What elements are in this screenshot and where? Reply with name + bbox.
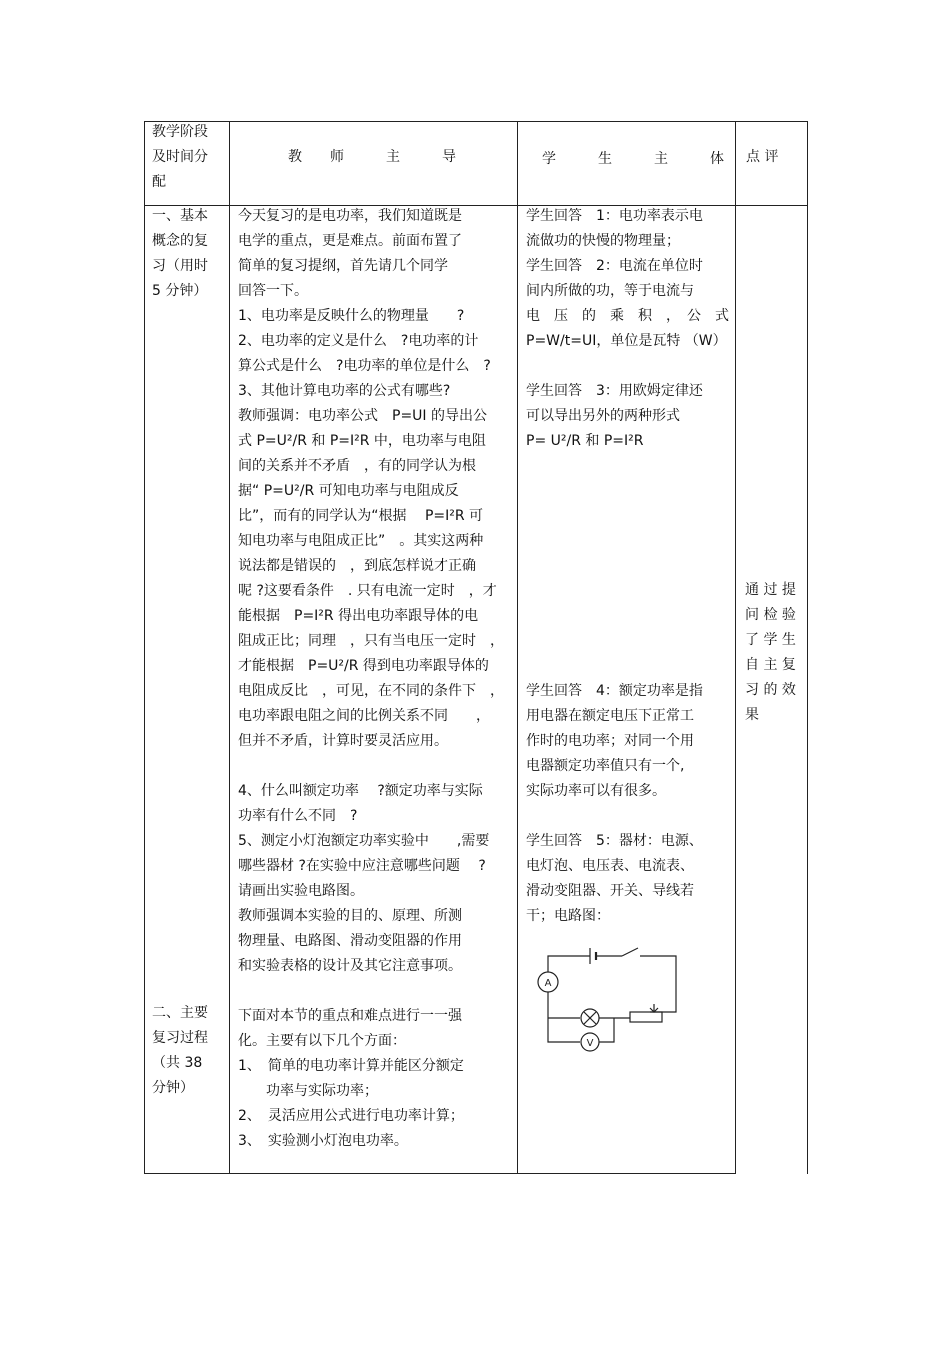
teacher-line: 电学的重点，更是难点。前面布置了 [238, 233, 462, 249]
teacher-line: 2、电功率的定义是什么 ?电功率的计 [238, 333, 479, 349]
wire-voltmeter-right [599, 1018, 614, 1042]
teacher-cell [238, 204, 504, 1154]
teacher-line: 和实验表格的设计及其它注意事项。 [238, 958, 462, 974]
teacher-line: 1、 简单的电功率计算并能区分额定 [238, 1058, 464, 1074]
stage-1-line: 5 分钟） [152, 283, 208, 299]
teacher-line: 4、什么叫额定功率 ?额定功率与实际 [238, 783, 483, 799]
wire-left [548, 992, 580, 1042]
comment-line: 自 主 复 [745, 657, 796, 673]
teacher-line: 3、 实验测小灯泡电功率。 [238, 1133, 408, 1149]
switch-blade-icon [622, 948, 638, 956]
voltmeter-label: V [586, 1038, 594, 1049]
student-line: 学生回答 5：器材：电源、 [526, 833, 703, 849]
comment-cell [745, 578, 796, 728]
comment-line: 问 检 验 [745, 607, 796, 623]
col-border-3 [735, 121, 736, 1174]
student-line: 作时的电功率；对同一个用 [526, 733, 694, 749]
student-line: 学生回答 1：电功率表示电 [526, 208, 703, 224]
student-line: 电 压 的 乘 积 ， 公 式 [526, 308, 729, 324]
student-line: 学生回答 2：电流在单位时 [526, 258, 703, 274]
student-line: 流做功的快慢的物理量； [526, 233, 680, 249]
header-stage-line: 及时间分 [152, 149, 208, 165]
comment-line: 了 学 生 [745, 632, 796, 648]
teacher-line: 能根据 P=I²R 得出电功率跟导体的电 [238, 608, 479, 624]
student-line: 学生回答 4：额定功率是指 [526, 683, 703, 699]
wire-top-left [548, 956, 590, 972]
teacher-line: 功率与实际功率； [266, 1083, 378, 1099]
stage-2-line: （共 38 [152, 1055, 203, 1071]
student-line: P= U²/R 和 P=I²R [526, 433, 644, 449]
teacher-line: 呢 ?这要看条件 . 只有电流一定时 ，才 [238, 583, 497, 599]
student-line: P=W/t=UI，单位是瓦特 （W） [526, 333, 727, 349]
teacher-line: 式 P=U²/R 和 P=I²R 中，电功率与电阻 [238, 433, 486, 449]
teacher-line: 才能根据 P=U²/R 得到电功率跟导体的 [238, 658, 489, 674]
teacher-line: 回答一下。 [238, 283, 308, 299]
circuit-diagram [532, 938, 682, 1058]
teacher-line: 1、电功率是反映什么的物理量 ? [238, 308, 465, 324]
student-cell [526, 204, 729, 929]
header-comment: 点 评 [746, 149, 779, 165]
stage-2-cell [152, 1001, 208, 1101]
comment-line: 习 的 效 [745, 682, 796, 698]
stage-1-line: 概念的复 [152, 233, 208, 249]
teacher-line: 电功率跟电阻之间的比例关系不同 ， [238, 708, 490, 724]
comment-line: 通 过 提 [745, 582, 796, 598]
teacher-line: 教师强调：电功率公式 P=UI 的导出公 [238, 408, 487, 424]
table-top-border [144, 121, 808, 122]
teacher-line: 据“ P=U²/R 可知电功率与电阻成反 [238, 483, 459, 499]
teacher-line: 请画出实验电路图。 [238, 883, 364, 899]
teacher-line: 3、其他计算电功率的公式有哪些? [238, 383, 451, 399]
stage-1-cell [152, 204, 208, 304]
comment-line: 果 [745, 707, 759, 723]
header-student: 学 生 主 体 [542, 151, 724, 167]
col-border-1 [229, 121, 230, 1174]
stage-2-line: 二、主要 [152, 1005, 208, 1021]
teacher-line: 说法都是错误的 ，到底怎样说才正确 [238, 558, 476, 574]
student-line: 可以导出另外的两种形式 [526, 408, 680, 424]
student-line: 滑动变阻器、开关、导线若 [526, 883, 694, 899]
header-stage-line: 教学阶段 [152, 124, 208, 140]
teacher-line: 功率有什么不同 ? [238, 808, 358, 824]
teacher-line: 哪些器材 ?在实验中应注意哪些问题 ? [238, 858, 486, 874]
student-line: 间内所做的功，等于电流与 [526, 283, 694, 299]
rheostat-icon [630, 1012, 662, 1022]
teacher-line: 5、测定小灯泡额定功率实验中 ,需要 [238, 833, 490, 849]
student-line: 学生回答 3：用欧姆定律还 [526, 383, 703, 399]
teacher-line: 2、 灵活应用公式进行电功率计算； [238, 1108, 464, 1124]
teacher-line: 下面对本节的重点和难点进行一一强 [238, 1008, 462, 1024]
table-bottom-border [144, 1173, 736, 1174]
header-teacher: 教 师 主 导 [288, 149, 456, 165]
teacher-line: 间的关系并不矛盾 ，有的同学认为根 [238, 458, 476, 474]
teacher-line: 比”，而有的同学认为“根据 P=I²R 可 [238, 508, 484, 524]
student-line: 电灯泡、电压表、电流表、 [526, 858, 694, 874]
teacher-line: 算公式是什么 ?电功率的单位是什么 ? [238, 358, 491, 374]
teacher-line: 化。主要有以下几个方面： [238, 1033, 406, 1049]
stage-1-line: 一、基本 [152, 208, 208, 224]
col-border-right [807, 121, 808, 1174]
teacher-line: 物理量、电路图、滑动变阻器的作用 [238, 933, 462, 949]
stage-1-line: 习（用时 [152, 258, 208, 274]
teacher-line: 教师强调本实验的目的、原理、所测 [238, 908, 462, 924]
teacher-line: 但并不矛盾，计算时要灵活应用。 [238, 733, 448, 749]
header-stage [152, 120, 208, 195]
student-line: 用电器在额定电压下正常工 [526, 708, 694, 724]
stage-2-line: 分钟） [152, 1080, 194, 1096]
teacher-line: 阻成正比；同理 ，只有当电压一定时 ， [238, 633, 504, 649]
col-border-2 [517, 121, 518, 1174]
teacher-line: 今天复习的是电功率，我们知道既是 [238, 208, 462, 224]
header-stage-line: 配 [152, 174, 166, 190]
teacher-line: 知电功率与电阻成正比” 。其实这两种 [238, 533, 484, 549]
student-line: 干；电路图： [526, 908, 610, 924]
ammeter-label: A [544, 978, 552, 989]
teacher-line: 简单的复习提纲，首先请几个同学 [238, 258, 448, 274]
stage-2-line: 复习过程 [152, 1030, 208, 1046]
wire-top-right [640, 956, 676, 1012]
col-border-left [144, 121, 145, 1174]
student-line: 实际功率可以有很多。 [526, 783, 666, 799]
teacher-line: 电阻成反比 ，可见，在不同的条件下 ， [238, 683, 504, 699]
student-line: 电器额定功率值只有一个, [526, 758, 685, 774]
